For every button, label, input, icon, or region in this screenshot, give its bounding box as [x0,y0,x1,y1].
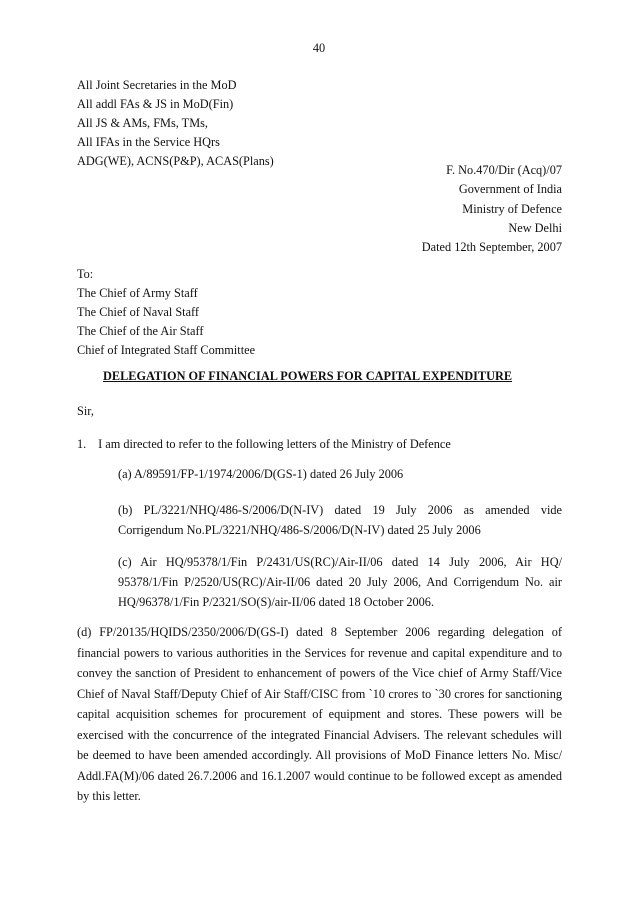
addressee-line: All addl FAs & JS in MoD(Fin) [77,97,234,111]
addressee-line: All JS & AMs, FMs, TMs, [77,116,208,130]
paragraph-d: (d) FP/20135/HQIDS/2350/2006/D(GS-I) dated 8 September 2006 regarding delegation of financial powers to various authorities in the Services for revenue and capital expenditure and to convey the sanction of President to enhancement of powers of the Vice chief of Army Staff/Vice Chief of Naval Staff/Deputy Chief of Air Staff/CISC from `10 crores to `30 crores for sanctioning capital acquisition schemes for procurement of equipment and stores. These powers will be exercised with the concurrence of the integrated Financial Advisers. The relevant schedules will be deemed to have been amended accordingly. All provisions of MoD Finance letters No. Misc/ Addl.FA(M)/06 dated 26.7.2006 and 16.1.2007 would continue to be followed except as amended by this letter. [77,625,562,803]
reference-item-a: (a) A/89591/FP-1/1974/2006/D(GS-1) dated 26 July 2006 [118,467,404,481]
addressee-line: All IFAs in the Service HQrs [77,135,220,149]
reference-item-b: (b) PL/3221/NHQ/486-S/2006/D(N-IV) dated 19 July 2006 as amended vide Corrigendum No.PL/3221/NHQ/486-S/2006/D(N-IV) dated 25 July 2006 [118,503,562,537]
government-line: Government of India [458,182,562,197]
recipient-line: The Chief of the Air Staff [77,324,204,338]
page-number: 40 [312,41,326,55]
file-number: F. No.470/Dir (Acq)/07 [446,163,562,177]
recipient-line: Chief of Integrated Staff Committee [77,343,256,357]
to-label: To: [77,267,94,281]
addressee-line: ADG(WE), ACNS(P&P), ACAS(Plans) [77,154,274,168]
salutation: Sir, [77,404,94,418]
paragraph-1 [77,437,451,452]
date-line: Dated 12th September, 2007 [421,240,562,255]
recipient-line: The Chief of Army Staff [77,286,198,300]
city-line: New Delhi [508,220,562,235]
reference-item-c: (c) Air HQ/95378/1/Fin P/2431/US(RC)/Air-II/06 dated 14 July 2006, Air HQ/ 95378/1/Fin P/2520/US(RC)/Air-II/06 dated 20 July 2006, And Corrigendum No. air HQ/96378/1/Fin P/2321/SO(S)/air-II/06 dated 18 October 2006. [118,555,562,609]
addressee-list [77,76,274,171]
recipient-block [77,265,255,360]
paragraph-number: 1. [77,437,87,451]
recipient-line: The Chief of Naval Staff [77,305,200,319]
reference-block [422,161,562,257]
ministry-line: Ministry of Defence [462,201,562,216]
addressee-line: All Joint Secretaries in the MoD [77,78,237,92]
paragraph-text: I am directed to refer to the following letters of the Ministry of Defence [98,437,451,451]
subject-heading: DELEGATION OF FINANCIAL POWERS FOR CAPITAL EXPENDITURE [103,369,513,383]
